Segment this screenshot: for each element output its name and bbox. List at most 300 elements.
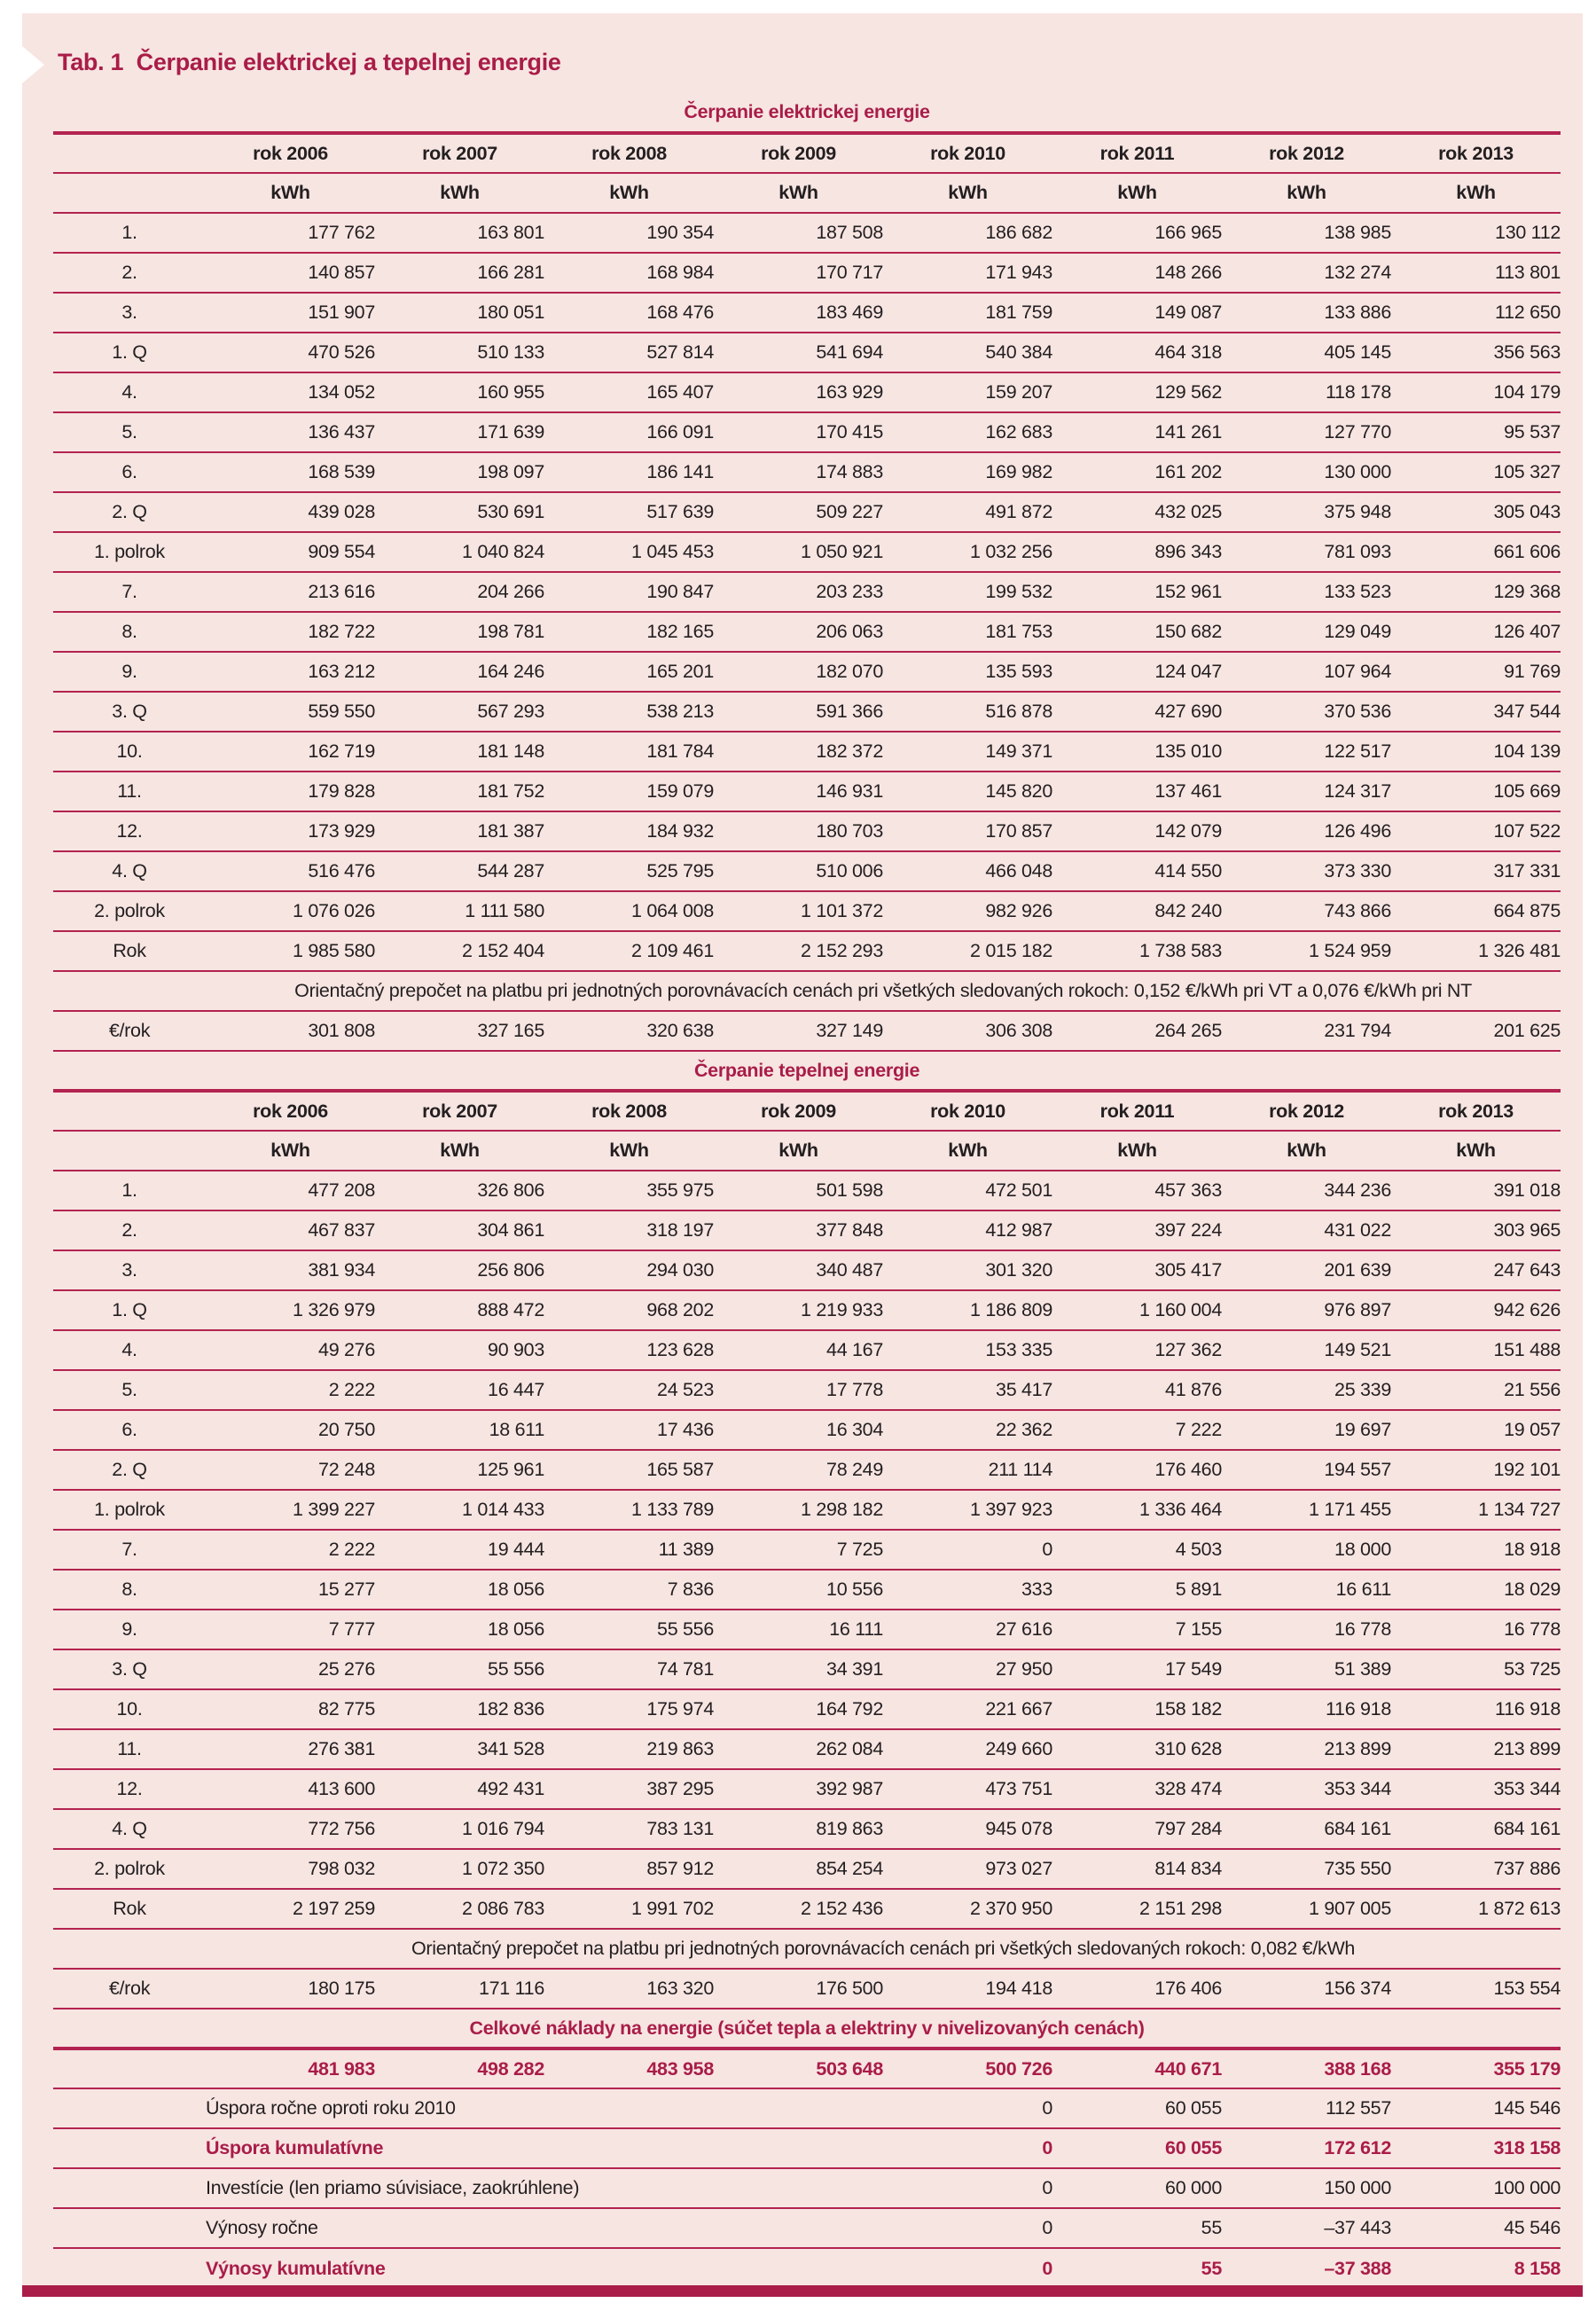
value-cell: 179 828	[206, 772, 375, 811]
value-cell: 397 224	[1052, 1210, 1222, 1250]
value-cell: 377 848	[714, 1210, 883, 1250]
value-cell: 1 045 453	[544, 532, 714, 572]
value-cell: 327 165	[375, 1011, 544, 1051]
value-cell: 190 847	[544, 572, 714, 612]
heat-data-row	[53, 1570, 1561, 1610]
value-cell: 1 298 182	[714, 1490, 883, 1530]
value-cell: 305 043	[1391, 492, 1561, 532]
value-cell: 181 752	[375, 772, 544, 811]
value-cell: 492 431	[375, 1769, 544, 1809]
value-cell: 182 836	[375, 1689, 544, 1729]
value-cell: 797 284	[1052, 1809, 1222, 1849]
value-cell: 181 148	[375, 732, 544, 772]
value-cell: 567 293	[375, 692, 544, 732]
value-cell: 530 691	[375, 492, 544, 532]
value-cell: 201 639	[1222, 1250, 1391, 1290]
row-label: 4.	[53, 372, 206, 412]
value-cell: 306 308	[883, 1011, 1052, 1051]
value-cell: 153 335	[883, 1330, 1052, 1370]
value-cell: 186 141	[544, 452, 714, 492]
value-cell: 34 391	[714, 1649, 883, 1689]
value-cell: 145 820	[883, 772, 1052, 811]
value-cell: 18 918	[1391, 1530, 1561, 1570]
value-cell: 2 197 259	[206, 1889, 375, 1929]
electricity-data-row	[53, 372, 1561, 412]
value-cell: 60 000	[1052, 2168, 1222, 2208]
value-cell: 198 781	[375, 612, 544, 652]
row-label: 3.	[53, 293, 206, 333]
value-cell: 256 806	[375, 1250, 544, 1290]
value-cell: 129 562	[1052, 372, 1222, 412]
electricity-data-row	[53, 851, 1561, 891]
value-cell: 814 834	[1052, 1849, 1222, 1889]
value-cell: 541 694	[714, 333, 883, 372]
table-title: Tab. 1 Čerpanie elektrickej a tepelnej energie	[58, 49, 561, 75]
unit-header: kWh	[1222, 1131, 1391, 1171]
value-cell: 8 158	[1514, 2257, 1561, 2279]
empty-cell	[53, 971, 206, 1011]
value-cell: 170 415	[714, 412, 883, 452]
total-value-cell: 440 671	[1052, 2049, 1222, 2088]
row-label: 3. Q	[53, 692, 206, 732]
value-cell: 247 643	[1391, 1250, 1561, 1290]
heat-title-row	[53, 1051, 1561, 1091]
value-cell: 301 320	[883, 1250, 1052, 1290]
value-cell: 145 546	[1391, 2088, 1561, 2128]
value-cell: 2 222	[206, 1530, 375, 1570]
empty-cell	[53, 2248, 206, 2288]
value-cell: 127 770	[1222, 412, 1391, 452]
value-cell: 510 133	[375, 333, 544, 372]
value-cell: 166 965	[1052, 213, 1222, 253]
unit-header: kWh	[544, 1131, 714, 1171]
value-cell: 0	[883, 2088, 1052, 2128]
value-cell: 249 660	[883, 1729, 1052, 1769]
row-label: 9.	[53, 652, 206, 692]
value-cell: 170 717	[714, 253, 883, 293]
value-cell: 968 202	[544, 1290, 714, 1330]
row-label: 2. Q	[53, 492, 206, 532]
value-cell: 159 079	[544, 772, 714, 811]
value-cell: 413 600	[206, 1769, 375, 1809]
year-header: rok 2013	[1391, 1091, 1561, 1131]
electricity-data-row	[53, 692, 1561, 732]
value-cell: 136 437	[206, 412, 375, 452]
row-label: 12.	[53, 811, 206, 851]
value-cell: 190 354	[544, 213, 714, 253]
value-cell: 510 006	[714, 851, 883, 891]
value-cell: 684 161	[1222, 1809, 1391, 1849]
value-cell: 1 907 005	[1222, 1889, 1391, 1929]
value-cell: 35 417	[883, 1370, 1052, 1410]
electricity-data-row	[53, 213, 1561, 253]
value-cell: 149 521	[1222, 1330, 1391, 1370]
value-cell: 945 078	[883, 1809, 1052, 1849]
value-cell: 165 407	[544, 372, 714, 412]
heat-data-row	[53, 1330, 1561, 1370]
value-cell: 527 814	[544, 333, 714, 372]
value-cell: 7 777	[206, 1610, 375, 1649]
empty-cell	[53, 2088, 206, 2128]
value-cell: 1 991 702	[544, 1889, 714, 1929]
value-cell: 326 806	[375, 1171, 544, 1210]
value-cell: 168 539	[206, 452, 375, 492]
value-cell: 105 669	[1391, 772, 1561, 811]
value-cell: 176 460	[1052, 1450, 1222, 1490]
row-label: Rok	[53, 931, 206, 971]
value-cell: 1 219 933	[714, 1290, 883, 1330]
value-cell: 0	[1042, 2257, 1052, 2279]
value-cell: 177 762	[206, 213, 375, 253]
summary-row-label: Investície (len priamo súvisiace, zaokrúhlene)	[206, 2168, 883, 2208]
value-cell: 180 703	[714, 811, 883, 851]
value-cell: 1 111 580	[375, 891, 544, 931]
energy-table-container	[53, 93, 1561, 2288]
value-cell: 0	[883, 2168, 1052, 2208]
year-header: rok 2013	[1391, 133, 1561, 173]
heat-data-row	[53, 1370, 1561, 1410]
value-cell: 405 145	[1222, 333, 1391, 372]
value-cell: 477 208	[206, 1171, 375, 1210]
row-label: 10.	[53, 732, 206, 772]
value-cell: 264 265	[1052, 1011, 1222, 1051]
value-cell: 132 274	[1222, 253, 1391, 293]
value-cell: 175 974	[544, 1689, 714, 1729]
value-cell: 186 682	[883, 213, 1052, 253]
value-cell: 213 899	[1391, 1729, 1561, 1769]
value-cell: 104 139	[1391, 732, 1561, 772]
summary-row	[53, 2248, 1561, 2288]
value-cell: 153 554	[1391, 1969, 1561, 2009]
value-cell: 2 015 182	[883, 931, 1052, 971]
value-cell: 525 795	[544, 851, 714, 891]
value-cell: 142 079	[1052, 811, 1222, 851]
corner-cell	[53, 1091, 206, 1131]
value-cell: 164 792	[714, 1689, 883, 1729]
value-cell: 17 549	[1052, 1649, 1222, 1689]
value-cell: 219 863	[544, 1729, 714, 1769]
value-cell: 41 876	[1052, 1370, 1222, 1410]
value-cell: 22 362	[883, 1410, 1052, 1450]
value-cell: 100 000	[1391, 2168, 1561, 2208]
summary-total-row	[53, 2049, 1561, 2088]
value-cell: 318 197	[544, 1210, 714, 1250]
value-cell: 16 611	[1222, 1570, 1391, 1610]
year-header: rok 2008	[544, 1091, 714, 1131]
value-cell: 91 769	[1391, 652, 1561, 692]
electricity-note-row	[53, 971, 1561, 1011]
value-cell: 137 461	[1052, 772, 1222, 811]
value-cell: 16 778	[1391, 1610, 1561, 1649]
value-cell: 44 167	[714, 1330, 883, 1370]
value-cell: 163 929	[714, 372, 883, 412]
value-cell: 171 639	[375, 412, 544, 452]
value-cell: 49 276	[206, 1330, 375, 1370]
value-cell: 53 725	[1391, 1649, 1561, 1689]
value-cell: 888 472	[375, 1290, 544, 1330]
value-cell: 591 366	[714, 692, 883, 732]
value-cell: 163 801	[375, 213, 544, 253]
unit-header: kWh	[714, 173, 883, 213]
row-label: 2.	[53, 1210, 206, 1250]
value-cell: 2 152 293	[714, 931, 883, 971]
value-cell: 158 182	[1052, 1689, 1222, 1729]
year-header: rok 2011	[1052, 133, 1222, 173]
value-cell: 333	[883, 1570, 1052, 1610]
summary-title-row	[53, 2009, 1561, 2049]
value-cell: 107 522	[1391, 811, 1561, 851]
value-cell: 772 756	[206, 1809, 375, 1849]
year-header: rok 2010	[883, 1091, 1052, 1131]
row-label: 12.	[53, 1769, 206, 1809]
value-cell: 1 050 921	[714, 532, 883, 572]
year-header: rok 2009	[714, 1091, 883, 1131]
value-cell: 156 374	[1222, 1969, 1391, 2009]
electricity-data-row	[53, 572, 1561, 612]
heat-section-title: Čerpanie tepelnej energie	[53, 1051, 1561, 1091]
electricity-data-row	[53, 452, 1561, 492]
value-cell: 16 778	[1222, 1610, 1391, 1649]
value-cell: 130 112	[1391, 213, 1561, 253]
value-cell: 737 886	[1391, 1849, 1561, 1889]
value-cell: 113 801	[1391, 253, 1561, 293]
value-cell: 18 000	[1222, 1530, 1391, 1570]
value-cell: 60 055	[1052, 2088, 1222, 2128]
value-cell: 661 606	[1391, 532, 1561, 572]
value-cell: 112 650	[1391, 293, 1561, 333]
value-cell: 501 598	[714, 1171, 883, 1210]
summary-row-label: Úspora kumulatívne	[206, 2128, 883, 2168]
value-cell: 0	[883, 2208, 1052, 2248]
value-cell: 18 056	[375, 1570, 544, 1610]
value-cell: 17 436	[544, 1410, 714, 1450]
value-cell: 412 987	[883, 1210, 1052, 1250]
unit-header: kWh	[1391, 173, 1561, 213]
electricity-data-row	[53, 293, 1561, 333]
value-cell: 74 781	[544, 1649, 714, 1689]
corner-cell	[53, 1131, 206, 1171]
value-cell: 161 202	[1052, 452, 1222, 492]
value-cell: 181 753	[883, 612, 1052, 652]
total-value-cell: 500 726	[883, 2049, 1052, 2088]
value-cell: 18 029	[1391, 1570, 1561, 1610]
value-cell: 184 932	[544, 811, 714, 851]
unit-header: kWh	[883, 173, 1052, 213]
value-cell: 194 418	[883, 1969, 1052, 2009]
value-cell: 310 628	[1052, 1729, 1222, 1769]
value-cell: 112 557	[1222, 2088, 1391, 2128]
value-cell: 123 628	[544, 1330, 714, 1370]
value-cell: 20 750	[206, 1410, 375, 1450]
value-cell: 317 331	[1391, 851, 1561, 891]
value-cell: 118 178	[1222, 372, 1391, 412]
row-label: 10.	[53, 1689, 206, 1729]
value-cell: 135 593	[883, 652, 1052, 692]
heat-data-row	[53, 1171, 1561, 1210]
value-cell: 150 682	[1052, 612, 1222, 652]
value-cell: 509 227	[714, 492, 883, 532]
value-cell: 213 616	[206, 572, 375, 612]
electricity-data-row	[53, 931, 1561, 971]
value-cell: 353 344	[1222, 1769, 1391, 1809]
value-cell: 381 934	[206, 1250, 375, 1290]
heat-data-row	[53, 1290, 1561, 1330]
row-label: 1. polrok	[53, 532, 206, 572]
row-label: 11.	[53, 772, 206, 811]
value-cell: 176 406	[1052, 1969, 1222, 2009]
value-cell: 472 501	[883, 1171, 1052, 1210]
value-cell: 743 866	[1222, 891, 1391, 931]
value-cell: 198 097	[375, 452, 544, 492]
value-cell: 1 014 433	[375, 1490, 544, 1530]
value-cell: 141 261	[1052, 412, 1222, 452]
value-cell: 124 047	[1052, 652, 1222, 692]
value-cell: 127 362	[1052, 1330, 1222, 1370]
summary-row-label: Úspora ročne oproti roku 2010	[206, 2088, 883, 2128]
row-label: 4.	[53, 1330, 206, 1370]
value-cell: 0	[883, 1530, 1052, 1570]
row-label: 5.	[53, 412, 206, 452]
value-cell: 473 751	[883, 1769, 1052, 1809]
year-header: rok 2011	[1052, 1091, 1222, 1131]
value-cell: 192 101	[1391, 1450, 1561, 1490]
electricity-data-row	[53, 253, 1561, 293]
row-label: 7.	[53, 572, 206, 612]
value-cell: 211 114	[883, 1450, 1052, 1490]
value-cell: 491 872	[883, 492, 1052, 532]
value-cell: 166 281	[375, 253, 544, 293]
value-cell: 896 343	[1052, 532, 1222, 572]
value-cell: 17 778	[714, 1370, 883, 1410]
value-cell: 819 863	[714, 1809, 883, 1849]
value-cell: 375 948	[1222, 492, 1391, 532]
value-cell: 129 368	[1391, 572, 1561, 612]
value-cell: 2 109 461	[544, 931, 714, 971]
value-cell: 327 149	[714, 1011, 883, 1051]
unit-header: kWh	[544, 173, 714, 213]
value-cell: 116 918	[1222, 1689, 1391, 1729]
value-cell: 1 326 979	[206, 1290, 375, 1330]
value-cell: 170 857	[883, 811, 1052, 851]
value-cell: 391 018	[1391, 1171, 1561, 1210]
unit-header: kWh	[1052, 1131, 1222, 1171]
value-cell: 320 638	[544, 1011, 714, 1051]
empty-cell	[53, 2208, 206, 2248]
value-cell: 467 837	[206, 1210, 375, 1250]
value-cell: 344 236	[1222, 1171, 1391, 1210]
value-cell: 135 010	[1052, 732, 1222, 772]
value-cell: 370 536	[1222, 692, 1391, 732]
value-cell: 1 076 026	[206, 891, 375, 931]
row-label: 5.	[53, 1370, 206, 1410]
value-cell: 149 371	[883, 732, 1052, 772]
value-cell: 165 201	[544, 652, 714, 692]
value-cell: 19 697	[1222, 1410, 1391, 1450]
value-cell: 19 057	[1391, 1410, 1561, 1450]
value-cell: 72 248	[206, 1450, 375, 1490]
value-cell: 25 276	[206, 1649, 375, 1689]
value-cell: 516 878	[883, 692, 1052, 732]
electricity-data-row	[53, 811, 1561, 851]
value-cell: 129 049	[1222, 612, 1391, 652]
corner-cell	[53, 173, 206, 213]
value-cell: 159 207	[883, 372, 1052, 412]
unit-header: kWh	[1222, 173, 1391, 213]
value-cell: 909 554	[206, 532, 375, 572]
heat-note-row	[53, 1929, 1561, 1969]
value-cell: 353 344	[1391, 1769, 1561, 1809]
heat-data-row	[53, 1530, 1561, 1570]
electricity-data-row	[53, 492, 1561, 532]
value-cell: 95 537	[1391, 412, 1561, 452]
value-cell: 2 151 298	[1052, 1889, 1222, 1929]
year-header: rok 2009	[714, 133, 883, 173]
year-header: rok 2008	[544, 133, 714, 173]
value-cell: 133 523	[1222, 572, 1391, 612]
electricity-note: Orientačný prepočet na platbu pri jednotných porovnávacích cenách pri všetkých sledovaných rokoch: 0,152 €/kWh pri VT a 0,076 €/kWh pri NT	[206, 971, 1561, 1011]
value-cell: 16 447	[375, 1370, 544, 1410]
unit-header: kWh	[375, 1131, 544, 1171]
electricity-eur-row	[53, 1011, 1561, 1051]
row-label: 4. Q	[53, 1809, 206, 1849]
value-cell: 1 872 613	[1391, 1889, 1561, 1929]
heat-data-row	[53, 1410, 1561, 1450]
summary-row	[53, 2088, 1561, 2128]
unit-header: kWh	[1391, 1131, 1561, 1171]
year-header: rok 2007	[375, 1091, 544, 1131]
value-cell: 355 975	[544, 1171, 714, 1210]
row-label: 2. Q	[53, 1450, 206, 1490]
row-label: 4. Q	[53, 851, 206, 891]
value-cell: 16 304	[714, 1410, 883, 1450]
electricity-data-row	[53, 772, 1561, 811]
value-cell: 199 532	[883, 572, 1052, 612]
electricity-data-row	[53, 732, 1561, 772]
value-cell: 301 808	[206, 1011, 375, 1051]
value-cell: 90 903	[375, 1330, 544, 1370]
energy-table	[53, 93, 1561, 2288]
unit-header: kWh	[375, 173, 544, 213]
value-cell: 126 496	[1222, 811, 1391, 851]
value-cell: 149 087	[1052, 293, 1222, 333]
row-label: 7.	[53, 1530, 206, 1570]
empty-cell	[53, 1929, 206, 1969]
value-cell: 19 444	[375, 1530, 544, 1570]
value-cell: 231 794	[1222, 1011, 1391, 1051]
summary-row	[53, 2168, 1561, 2208]
value-cell: 341 528	[375, 1729, 544, 1769]
value-cell: 1 160 004	[1052, 1290, 1222, 1330]
value-cell: 1 032 256	[883, 532, 1052, 572]
unit-header: kWh	[1052, 173, 1222, 213]
value-cell: 55 556	[375, 1649, 544, 1689]
value-cell: 194 557	[1222, 1450, 1391, 1490]
value-cell: 294 030	[544, 1250, 714, 1290]
value-cell: 262 084	[714, 1729, 883, 1769]
value-cell: 125 961	[375, 1450, 544, 1490]
row-label: €/rok	[53, 1969, 206, 2009]
heat-data-row	[53, 1649, 1561, 1689]
value-cell: 973 027	[883, 1849, 1052, 1889]
value-cell: 7 222	[1052, 1410, 1222, 1450]
value-cell: 122 517	[1222, 732, 1391, 772]
value-cell: 276 381	[206, 1729, 375, 1769]
value-cell: –37 443	[1222, 2208, 1391, 2248]
value-cell: 164 246	[375, 652, 544, 692]
value-cell: 180 175	[206, 1969, 375, 2009]
value-cell: 457 363	[1052, 1171, 1222, 1210]
value-cell: 18 611	[375, 1410, 544, 1450]
